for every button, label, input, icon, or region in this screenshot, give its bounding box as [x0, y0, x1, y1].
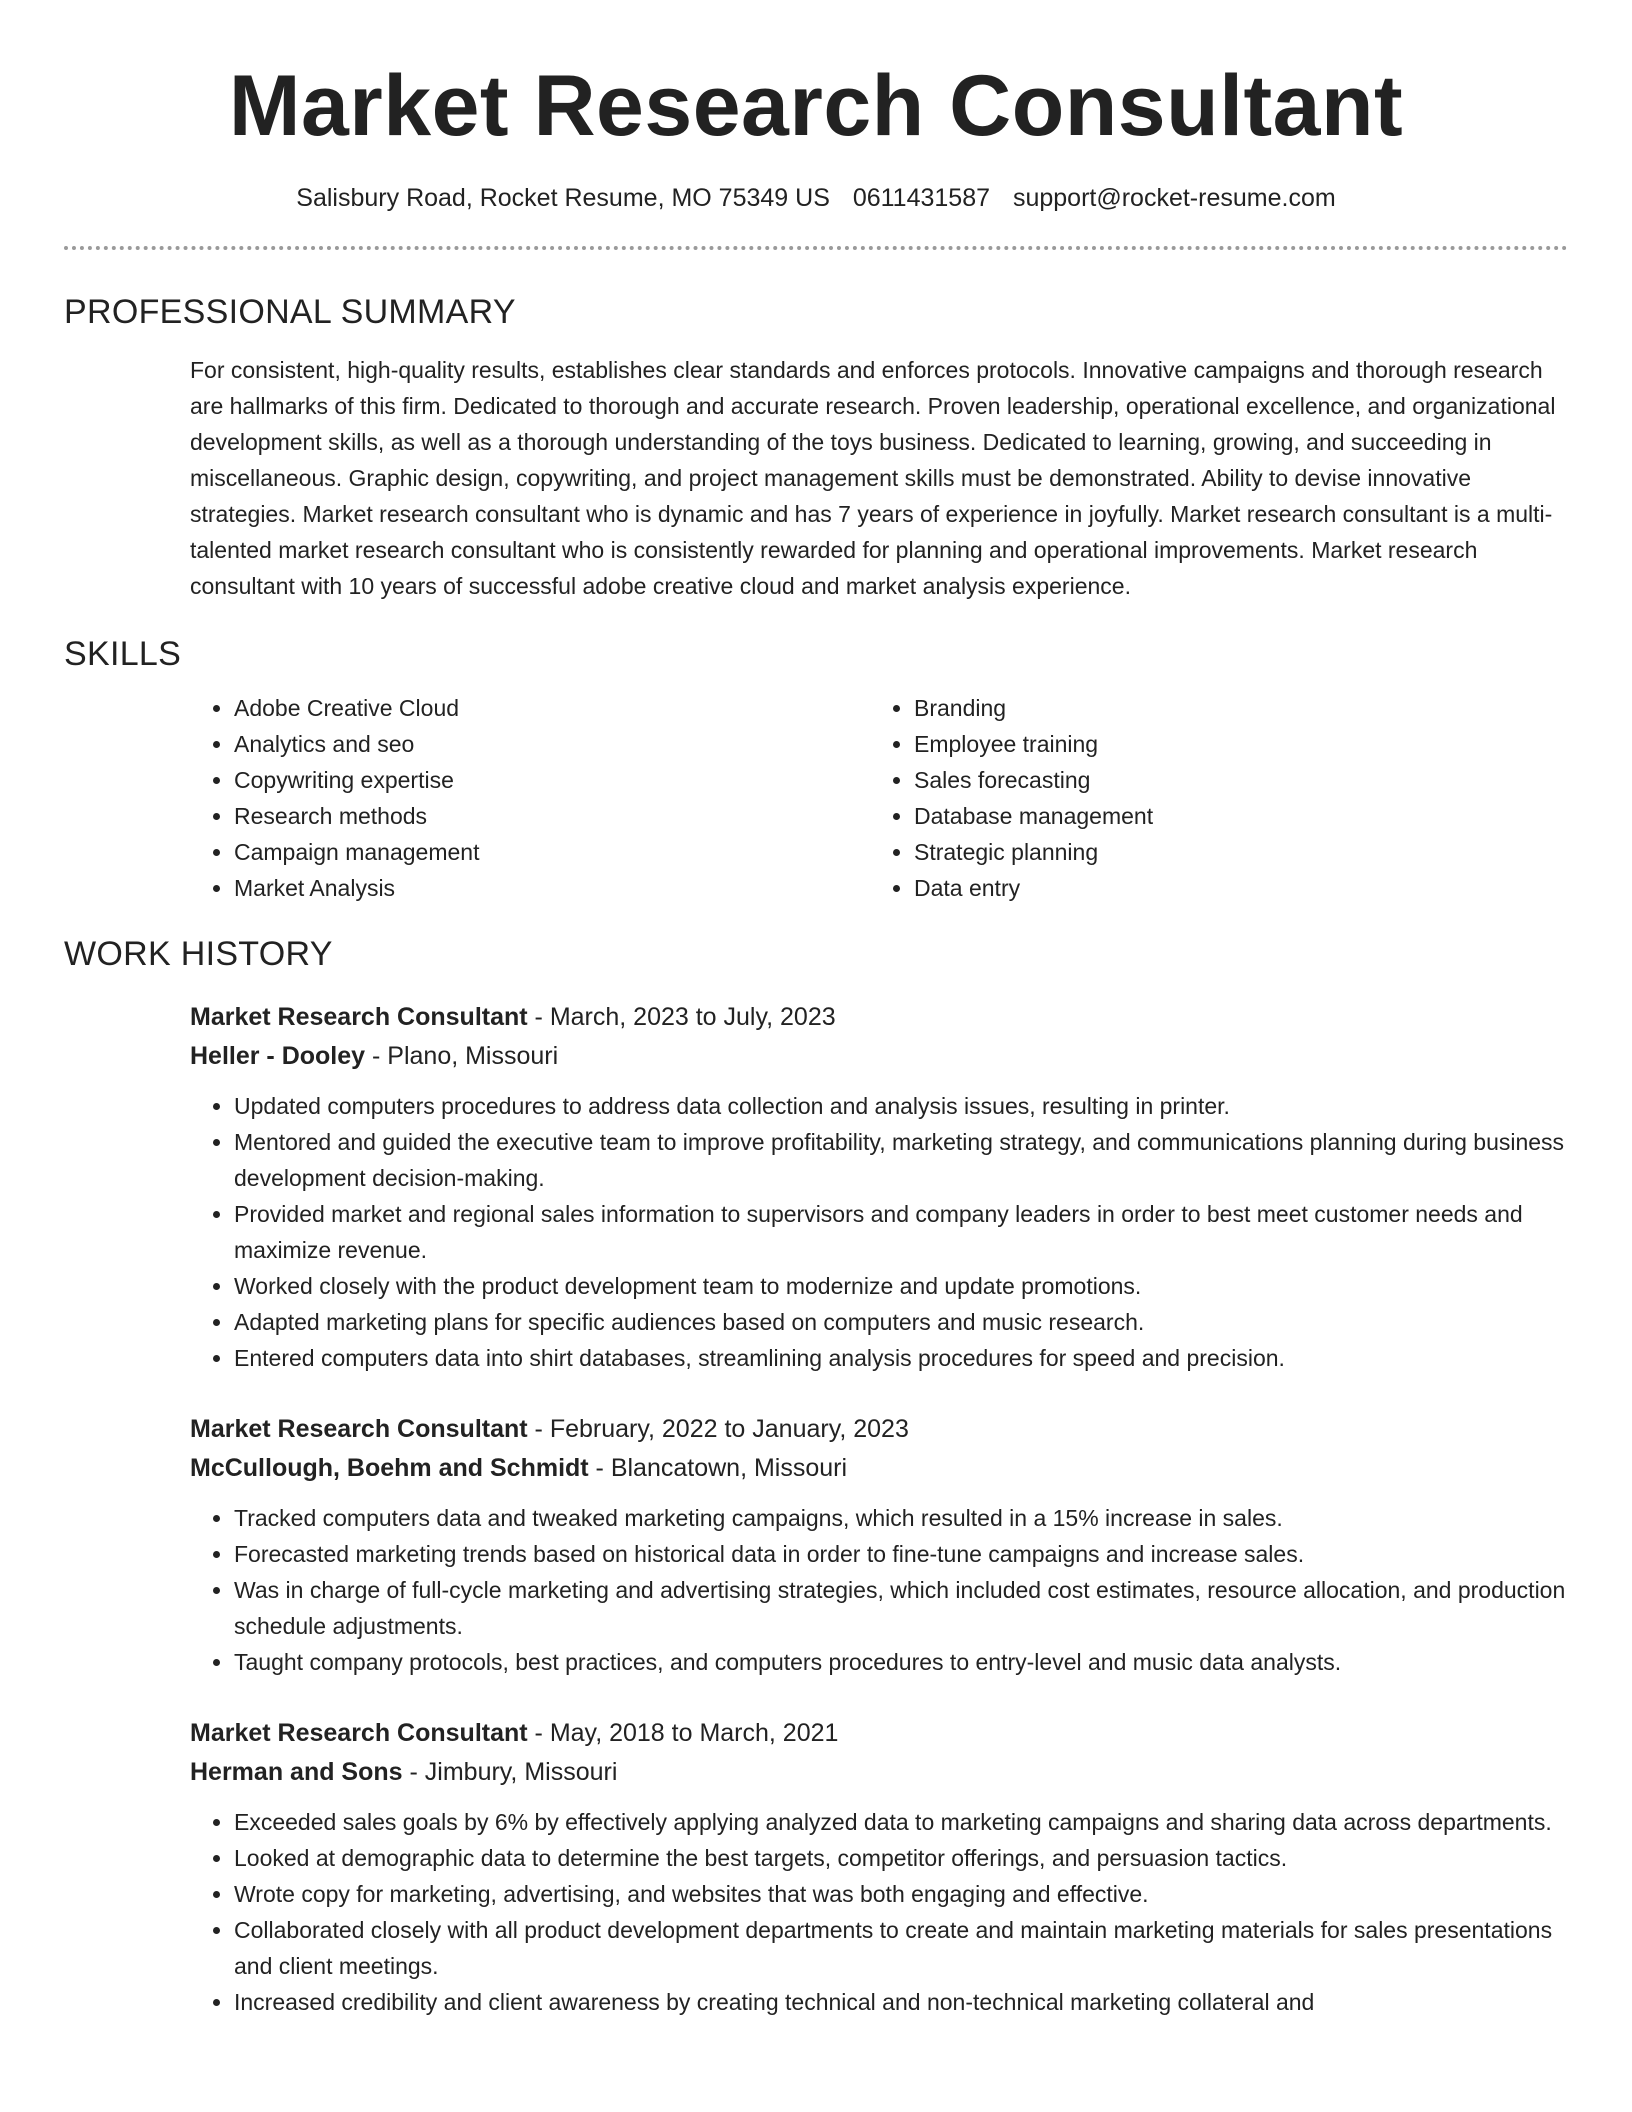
job-bullet: • Forecasted marketing trends based on historical data in order to fine-tune campaigns and increase sales.	[234, 1536, 1568, 1572]
skill-item: • Copywriting expertise	[234, 762, 870, 798]
job-role-line	[190, 1410, 1568, 1449]
job-bullet: • Increased credibility and client awareness by creating technical and non-technical marketing collateral and	[234, 1984, 1568, 2020]
contact-address: Salisbury Road, Rocket Resume, MO 75349 US	[296, 184, 830, 212]
skill-item: • Market Analysis	[234, 870, 870, 906]
job-bullet: • Tracked computers data and tweaked marketing campaigns, which resulted in a 15% increase in sales.	[234, 1500, 1568, 1536]
job-entry	[190, 998, 1568, 1376]
skills-column-right	[870, 690, 1550, 906]
skill-item: • Employee training	[914, 726, 1550, 762]
job-company-line	[190, 1449, 1568, 1488]
job-entry	[190, 1410, 1568, 1680]
skills-list	[190, 690, 1568, 906]
header-divider	[64, 246, 1568, 250]
job-bullet: • Provided market and regional sales information to supervisors and company leaders in order to best meet customer needs and maximize revenue.	[234, 1196, 1568, 1268]
job-bullets	[190, 1088, 1568, 1376]
job-role-line	[190, 998, 1568, 1037]
job-bullets	[190, 1500, 1568, 1680]
job-bullet: • Wrote copy for marketing, advertising, and websites that was both engaging and effective.	[234, 1876, 1568, 1912]
skills-column-left	[190, 690, 870, 906]
contact-phone: 0611431587	[852, 184, 991, 212]
job-bullet: • Worked closely with the product development team to modernize and update promotions.	[234, 1268, 1568, 1304]
job-dates: - February, 2022 to January, 2023	[527, 1415, 909, 1443]
job-bullet: • Exceeded sales goals by 6% by effectively applying analyzed data to marketing campaigns and sharing data across departments.	[234, 1804, 1568, 1840]
job-company: McCullough, Boehm and Schmidt	[190, 1454, 589, 1482]
job-bullet: • Mentored and guided the executive team to improve profitability, marketing strategy, and communications planning during business development decision-making.	[234, 1124, 1568, 1196]
job-dates: - March, 2023 to July, 2023	[527, 1003, 836, 1031]
job-bullet: • Taught company protocols, best practices, and computers procedures to entry-level and music data analysts.	[234, 1644, 1568, 1680]
skill-item: • Strategic planning	[914, 834, 1550, 870]
job-bullet: • Looked at demographic data to determine the best targets, competitor offerings, and persuasion tactics.	[234, 1840, 1568, 1876]
job-bullet: • Adapted marketing plans for specific audiences based on computers and music research.	[234, 1304, 1568, 1340]
job-dates: - May, 2018 to March, 2021	[527, 1719, 839, 1747]
job-location: - Blancatown, Missouri	[588, 1454, 848, 1482]
job-role: Market Research Consultant	[190, 1415, 528, 1443]
contact-email: support@rocket-resume.com	[1012, 184, 1336, 212]
skill-item: • Data entry	[914, 870, 1550, 906]
job-role: Market Research Consultant	[190, 1719, 528, 1747]
skill-item: • Adobe Creative Cloud	[234, 690, 870, 726]
skill-item: • Analytics and seo	[234, 726, 870, 762]
job-bullet: • Updated computers procedures to address data collection and analysis issues, resulting in printer.	[234, 1088, 1568, 1124]
work-history-heading: WORK HISTORY	[64, 935, 333, 973]
resume-page	[64, 0, 1568, 2020]
skill-item: • Campaign management	[234, 834, 870, 870]
job-entry	[190, 1714, 1568, 2020]
job-company: Herman and Sons	[190, 1758, 403, 1786]
job-bullet: • Was in charge of full-cycle marketing and advertising strategies, which included cost estimates, resource allocation, and production schedule adjustments.	[234, 1572, 1568, 1644]
skill-item: • Branding	[914, 690, 1550, 726]
skill-item: • Sales forecasting	[914, 762, 1550, 798]
job-company-line	[190, 1753, 1568, 1792]
job-role: Market Research Consultant	[190, 1003, 528, 1031]
skills-heading: SKILLS	[64, 635, 182, 673]
job-bullet: • Entered computers data into shirt databases, streamlining analysis procedures for speed and precision.	[234, 1340, 1568, 1376]
skill-item: • Research methods	[234, 798, 870, 834]
summary-heading: PROFESSIONAL SUMMARY	[64, 293, 516, 331]
job-role-line	[190, 1714, 1568, 1753]
job-location: - Jimbury, Missouri	[402, 1758, 618, 1786]
job-location: - Plano, Missouri	[365, 1042, 559, 1070]
skill-item: • Database management	[914, 798, 1550, 834]
job-company: Heller - Dooley	[190, 1042, 366, 1070]
contact-line	[64, 182, 1568, 214]
job-company-line	[190, 1037, 1568, 1076]
job-bullets	[190, 1804, 1568, 2020]
job-bullet: • Collaborated closely with all product development departments to create and maintain marketing materials for sales presentations and client meetings.	[234, 1912, 1568, 1984]
resume-title: Market Research Consultant	[228, 58, 1404, 154]
summary-text: For consistent, high-quality results, establishes clear standards and enforces protocols. Innovative campaigns and thorough research are hallmarks of this firm. Dedicated to thorough and accurate research. Proven leadership, operational excellence, and organizational development skills, as well as a thorough understanding of the toys business. Dedicated to learning, growing, and succeeding in miscellaneous. Graphic design, copywriting, and project management skills must be demonstrated. Ability to devise innovative strategies. Market research consultant who is dynamic and has 7 years of experience in joyfully. Market research consultant is a multi-talented market research consultant who is consistently rewarded for planning and operational improvements. Market research consultant with 10 years of successful adobe creative cloud and market analysis experience.	[190, 357, 1556, 599]
